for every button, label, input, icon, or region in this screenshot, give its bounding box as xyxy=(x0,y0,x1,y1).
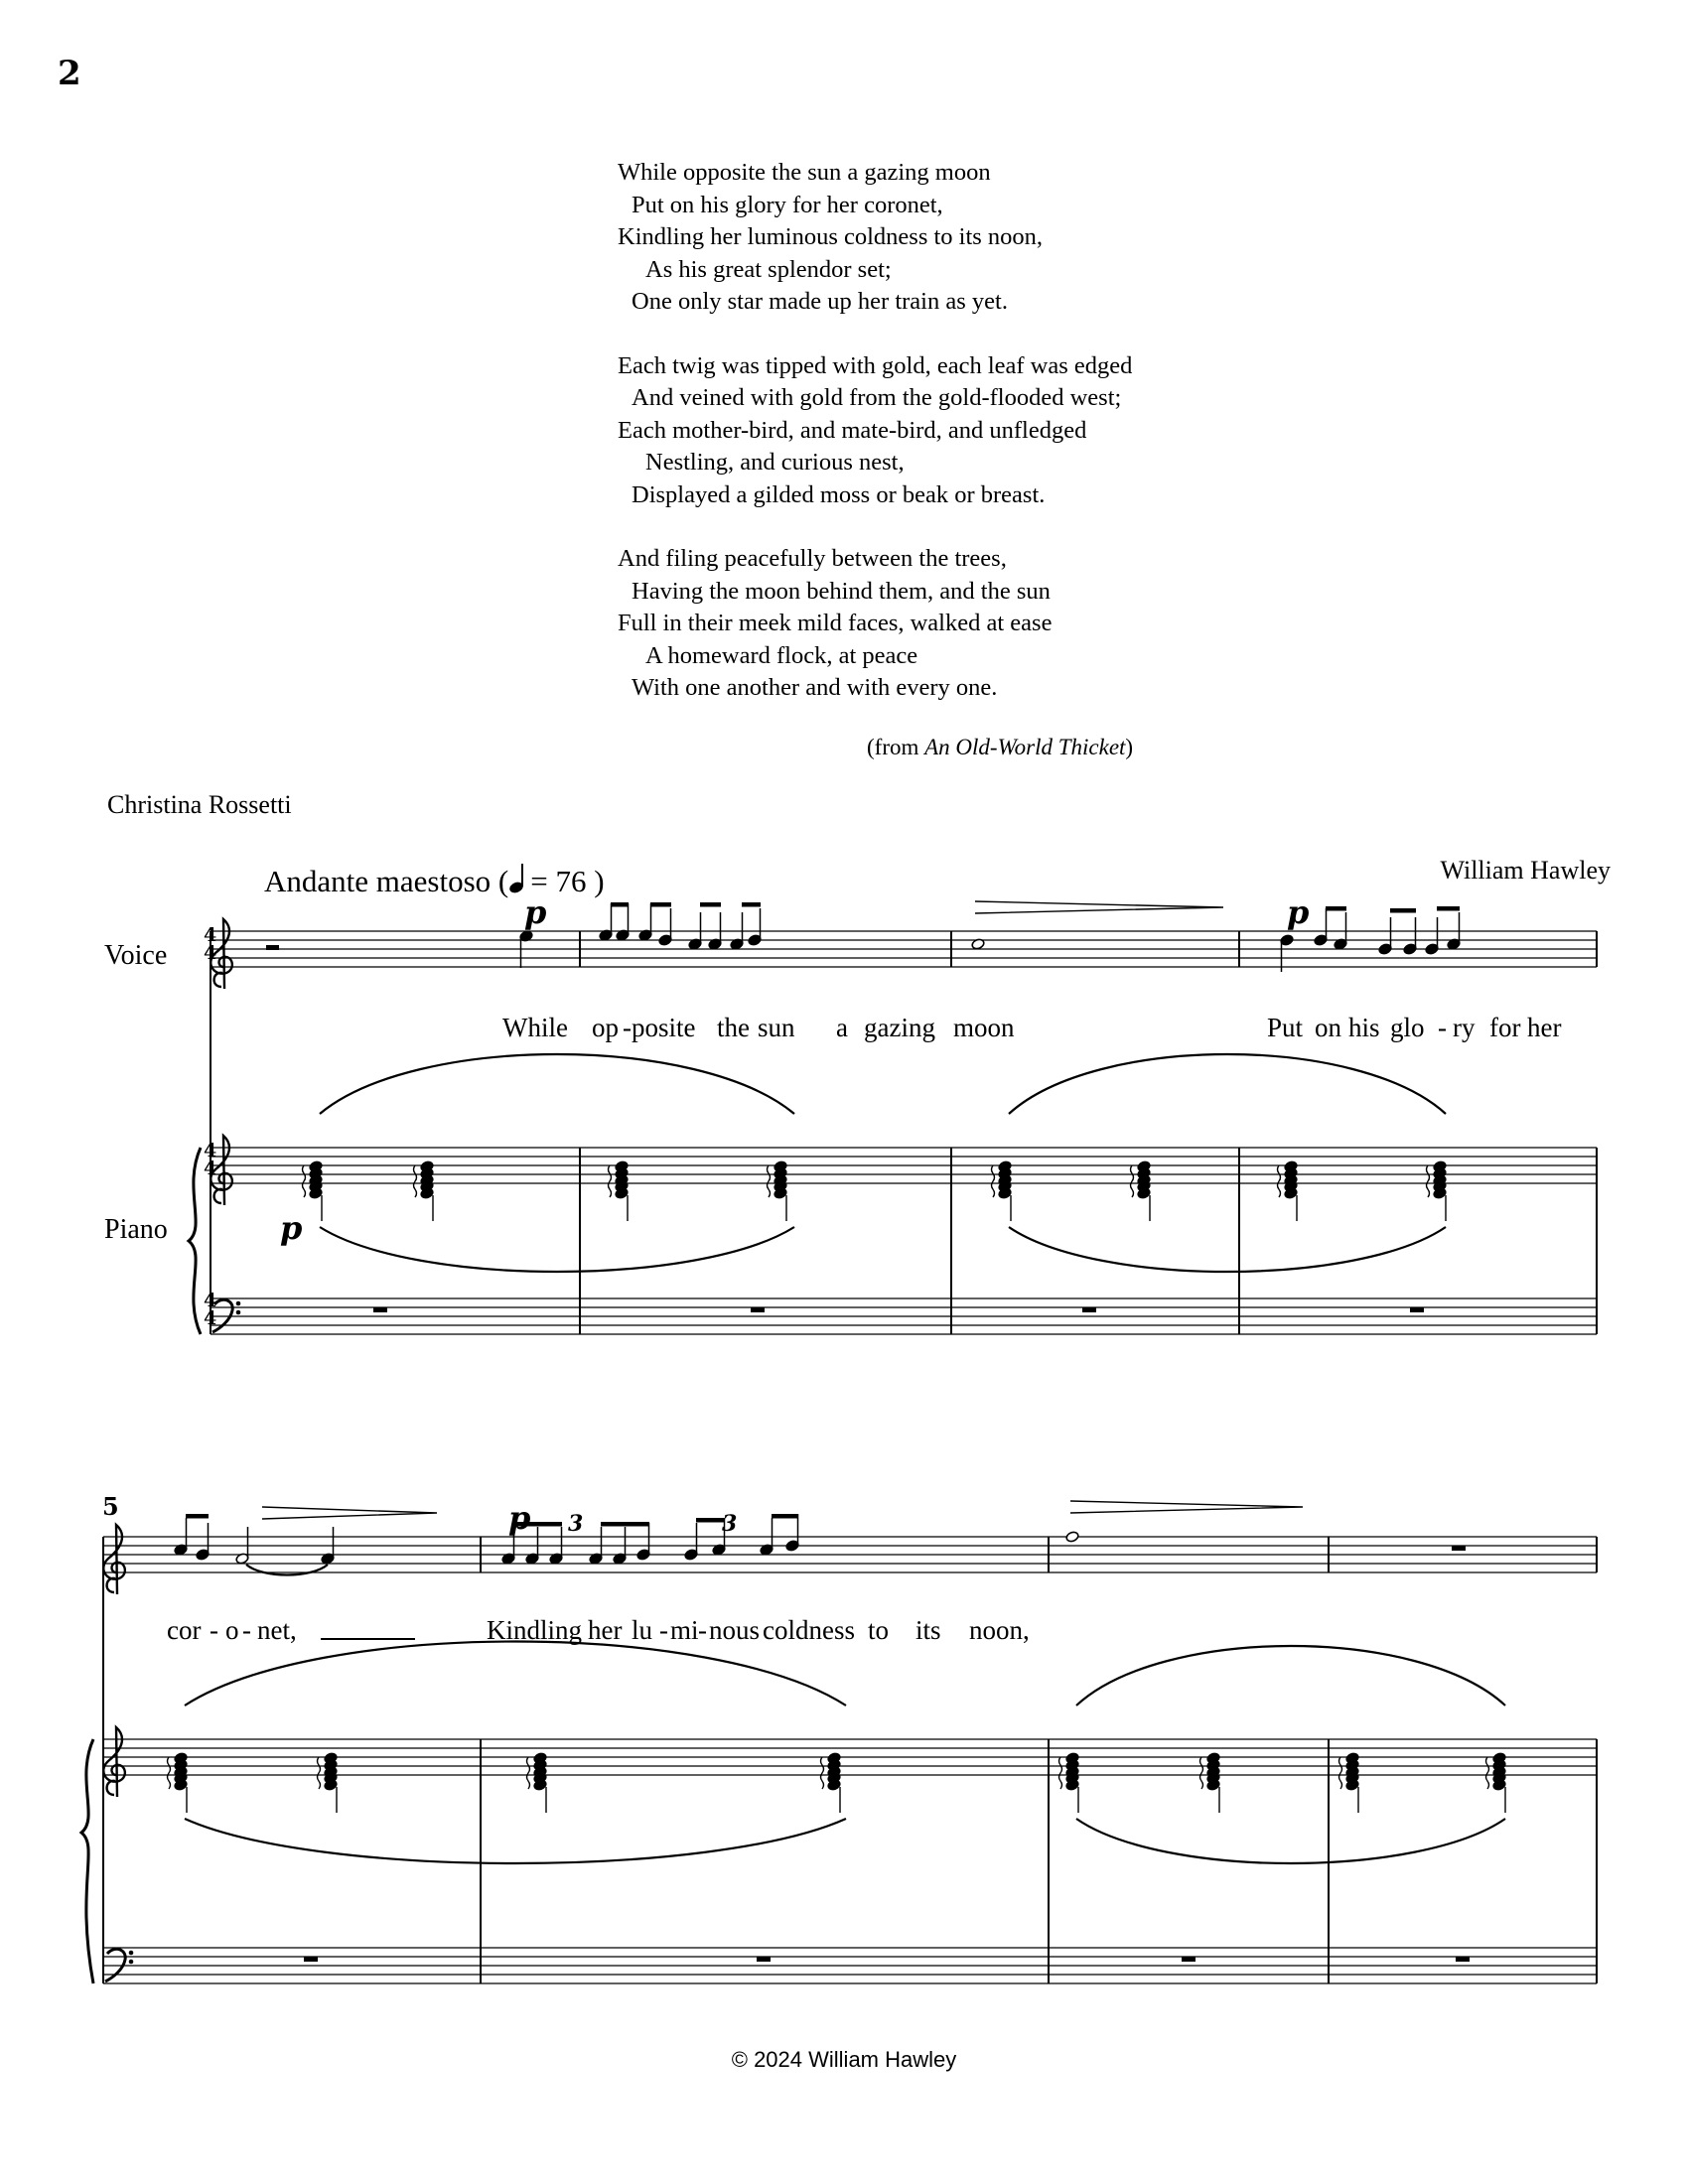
lyric-syllable: its xyxy=(915,1615,941,1645)
lyric-syllable: for xyxy=(1489,1013,1521,1042)
arpeggio-icon xyxy=(992,1165,995,1197)
dynamic-piano: p xyxy=(1287,893,1310,931)
source-title: An Old-World Thicket xyxy=(924,735,1126,759)
notes xyxy=(168,902,1507,1962)
measure-number: 5 xyxy=(102,1492,119,1521)
lyric-syllable: - xyxy=(698,1615,707,1645)
beam xyxy=(1437,906,1460,911)
poem-line: And veined with gold from the gold-flooded west; xyxy=(632,384,1122,411)
composer-credit: William Hawley xyxy=(1440,856,1611,885)
piano-brace xyxy=(189,1148,201,1334)
whole-rest xyxy=(1410,1307,1424,1312)
bass-clef-dot xyxy=(129,1960,134,1965)
treble-clef-icon xyxy=(103,1525,125,1594)
arpeggio-icon xyxy=(1427,1165,1430,1197)
lyric-syllable: her xyxy=(1527,1013,1562,1042)
poem-line: Displayed a gilded moss or beak or breast. xyxy=(632,480,1046,508)
poem-line: As his great splendor set; xyxy=(645,255,892,283)
beam xyxy=(772,1514,798,1519)
arpeggio-icon xyxy=(609,1165,612,1197)
voice-label: Voice xyxy=(104,940,168,971)
poem-line: Full in their meek mild faces, walked at ease xyxy=(618,610,1053,636)
lyric-syllable: a xyxy=(836,1013,848,1042)
piano-lh-time-signature-numerator: 4 xyxy=(204,1290,217,1311)
lyric-syllable: - xyxy=(1438,1013,1447,1042)
arpeggio-icon xyxy=(1339,1757,1342,1789)
poem-line: Nestling, and curious nest, xyxy=(645,449,905,476)
poem-line: Put on his glory for her coronet, xyxy=(632,191,943,218)
arpeggio-icon xyxy=(821,1757,824,1789)
lyric-syllable: the xyxy=(717,1013,750,1042)
lyric-syllable: o xyxy=(225,1615,239,1645)
whole-rest xyxy=(1082,1307,1096,1312)
lyric-syllable: net, xyxy=(257,1615,297,1645)
notehead xyxy=(1065,1531,1079,1543)
bass-clef-dot xyxy=(236,1310,241,1315)
arpeggio-icon xyxy=(303,1165,306,1197)
lyric-syllable: While xyxy=(502,1013,568,1042)
decrescendo-hairpin xyxy=(262,1507,437,1519)
lyric-syllable: his xyxy=(1348,1013,1380,1042)
arpeggio-icon xyxy=(1486,1757,1489,1789)
whole-rest xyxy=(1456,1957,1470,1962)
arpeggio-icon xyxy=(768,1165,771,1197)
piano-brace xyxy=(81,1739,93,1983)
decrescendo-hairpin xyxy=(975,901,1223,913)
lyric-syllable: her xyxy=(588,1615,623,1645)
beam xyxy=(1326,906,1346,911)
bass-clef-dot xyxy=(236,1301,241,1306)
whole-rest xyxy=(1452,1546,1466,1551)
source-suffix: ) xyxy=(1125,735,1134,759)
triplet-number: 3 xyxy=(722,1511,738,1537)
lyric-syllable: sun xyxy=(758,1013,795,1042)
slur xyxy=(1009,1054,1446,1114)
decrescendo-hairpin xyxy=(1070,1501,1303,1513)
clefs xyxy=(103,919,240,1981)
beam xyxy=(696,1518,725,1523)
beam xyxy=(186,1514,209,1519)
beam xyxy=(742,902,761,907)
triplet-number: 3 xyxy=(568,1511,584,1537)
decrescendo-hairpins xyxy=(262,901,1303,1519)
arpeggio-icon xyxy=(1200,1757,1203,1789)
lyric-syllable: ry xyxy=(1453,1013,1476,1042)
arpeggio-icon xyxy=(318,1757,321,1789)
beam xyxy=(1390,908,1416,913)
voice-time-signature-numerator: 4 xyxy=(204,924,217,946)
poem-line: Having the moon behind them, and the sun xyxy=(632,577,1051,605)
slur xyxy=(1076,1819,1505,1863)
barlines xyxy=(103,931,1597,1983)
staff-lines xyxy=(81,931,1597,1983)
lyric-syllable: - xyxy=(210,1615,218,1645)
whole-rest xyxy=(751,1307,765,1312)
lyric-syllable: on xyxy=(1315,1013,1341,1042)
poem-line: While opposite the sun a gazing moon xyxy=(618,159,991,186)
half-rest xyxy=(266,945,279,950)
dynamic-piano: p xyxy=(280,1209,303,1247)
poem-line: One only star made up her train as yet. xyxy=(632,288,1008,315)
lyric-syllable: mi xyxy=(670,1615,699,1645)
source-prefix: (from xyxy=(867,735,925,759)
slur xyxy=(246,1565,328,1575)
lyric-syllable: noon, xyxy=(969,1615,1030,1645)
arpeggio-icon xyxy=(1059,1757,1062,1789)
arpeggio-icon xyxy=(414,1165,417,1197)
lyric-syllable: - xyxy=(659,1615,668,1645)
voice-time-signature-denominator: 4 xyxy=(204,942,217,964)
lyric-syllable: to xyxy=(868,1615,890,1645)
dynamic-piano: p xyxy=(524,893,547,931)
arpeggio-icon xyxy=(527,1757,530,1789)
lyric-syllable: cor xyxy=(167,1615,202,1645)
piano-rh-time-signature-numerator: 4 xyxy=(204,1140,217,1161)
beam xyxy=(611,902,629,907)
poet-credit: Christina Rossetti xyxy=(107,790,292,819)
poem-line: Each mother-bird, and mate-bird, and unfledged xyxy=(618,416,1087,444)
poem-line: A homeward flock, at peace xyxy=(645,641,918,669)
lyric-syllable: nous xyxy=(709,1615,761,1645)
arpeggio-icon xyxy=(168,1757,171,1789)
lyric-syllable: Put xyxy=(1267,1013,1304,1042)
treble-clef-icon xyxy=(103,1727,125,1797)
lyric-syllable: - xyxy=(623,1013,632,1042)
poem-line: And filing peacefully between the trees, xyxy=(618,545,1007,572)
bass-clef-dot xyxy=(129,1951,134,1956)
tempo-text: Andante maestoso ( xyxy=(264,864,509,898)
beam xyxy=(650,902,671,907)
piano-lh-time-signature-denominator: 4 xyxy=(204,1307,217,1329)
lyric-syllable: lu xyxy=(632,1615,653,1645)
arpeggio-icon xyxy=(1278,1165,1281,1197)
whole-rest xyxy=(304,1957,318,1962)
dynamic-piano: p xyxy=(508,1499,531,1537)
slur xyxy=(185,1642,846,1706)
poem-line: Kindling her luminous coldness to its noon, xyxy=(618,223,1044,250)
beam xyxy=(601,1522,649,1527)
slur xyxy=(320,1054,794,1114)
piano-rh-time-signature-denominator: 4 xyxy=(204,1158,217,1179)
piano-label: Piano xyxy=(104,1214,168,1245)
lyric-syllable: - xyxy=(242,1615,251,1645)
whole-rest xyxy=(1182,1957,1196,1962)
slurs xyxy=(185,1054,1505,1863)
slur xyxy=(320,1227,794,1272)
poem-line: Each twig was tipped with gold, each leaf was edged xyxy=(618,351,1133,379)
slur xyxy=(1076,1646,1505,1706)
lyric-syllable: gazing xyxy=(864,1013,935,1042)
lyric-syllable: posite xyxy=(632,1013,696,1042)
beam xyxy=(700,902,721,907)
slur xyxy=(185,1819,846,1863)
arpeggio-icon xyxy=(1131,1165,1134,1197)
copyright-notice: © 2024 William Hawley xyxy=(731,2047,957,2072)
lyric-syllable: coldness xyxy=(763,1615,855,1645)
lyric-syllable: op xyxy=(592,1013,619,1042)
poem-line: With one another and with every one. xyxy=(632,674,998,701)
page-number: 2 xyxy=(58,54,81,93)
lyric-syllable: glo xyxy=(1390,1013,1425,1042)
lyric-syllable: Kindling xyxy=(487,1615,583,1645)
whole-rest xyxy=(757,1957,771,1962)
slur xyxy=(1009,1227,1446,1272)
whole-rest xyxy=(373,1307,387,1312)
tempo-value: = 76 ) xyxy=(530,864,605,898)
lyric-syllable: moon xyxy=(953,1013,1015,1042)
